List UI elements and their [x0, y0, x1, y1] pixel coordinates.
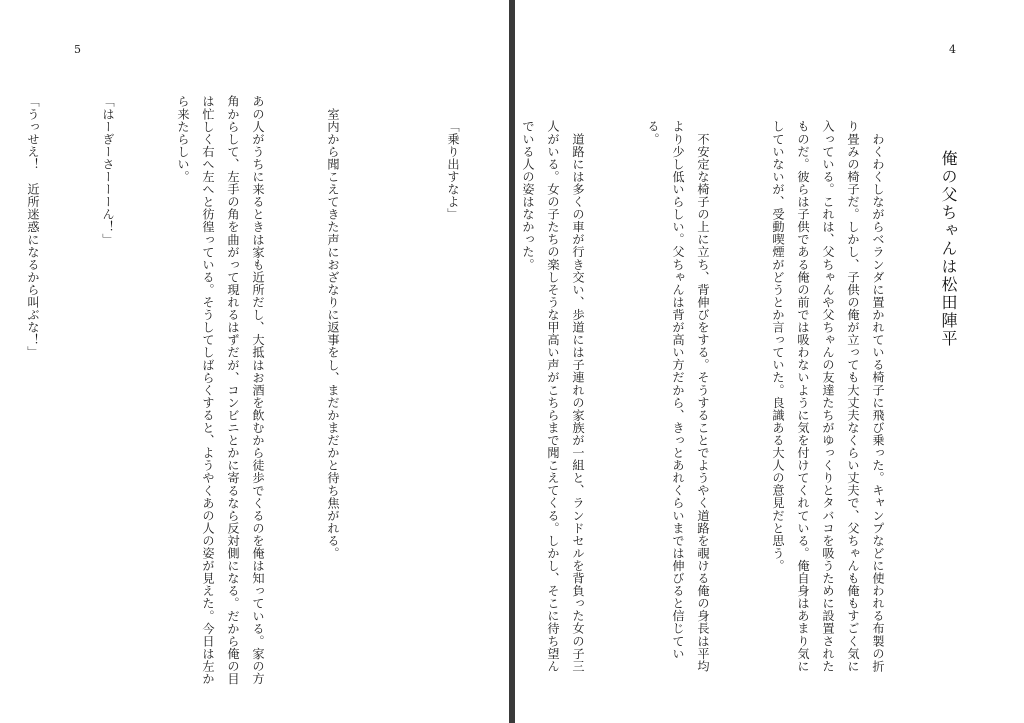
right-page	[446, 0, 1024, 723]
paragraph: 「はーぎーさーーーん！」	[101, 95, 115, 246]
paragraph: 「乗り出すなよ」	[446, 120, 460, 221]
paragraph: 道路には多くの車が行き交い、歩道には子連れの家族が一組と、ランドセルを背負った女の子三人がいる。女の子たちの楽しそうな甲高い声がこちらまで聞こえてくる。しかし、そこに待ち望んでいる人の姿はなかった。	[521, 120, 585, 673]
paragraph: あの人がうちに来るときは家も近所だし、大抵はお酒を飲むから徒歩でくるのを俺は知っている。家の方角からして、左手の角を曲がって現れるはずだが、コンビニとかに寄るなら反対側になる。だから俺の目は忙しく右へ左へと彷徨っている。そうしてしばらくすると、ようやくあの人の姿が見えた。今日は左から来たらしい。	[176, 95, 265, 685]
paragraph: 不安定な椅子の上に立ち、背伸びをする。そうすることでようやく道路を覗ける俺の身長は平均より少し低いらしい。父ちゃんは背が高い方だから、きっとあれくらいまでは伸びると信じている。	[646, 120, 710, 673]
paragraph: 「うっせえ！ 近所迷惑になるから叫ぶな！」	[26, 95, 40, 359]
paragraph: 室内から聞こえてきた声におざなりに返事をし、まだかまだかと待ち焦がれる。	[326, 95, 340, 560]
paragraph: わくわくしながらベランダに置かれている椅子に飛び乗った。キャンプなどに使われる布製の折り畳みの椅子だ。しかし、子供の俺が立っても大丈夫なくらい丈夫で、父ちゃんも俺もすごく気に入っている。これは、父ちゃんや父ちゃんの友達たちがゆっくりとタバコを吸うために設置されたものだ。彼らは子供である俺の前では吸わないように気を付けてくれている。俺自身はあまり気にしていないが、受動喫煙がどうとか言っていた。良識ある大人の意見だと思う。	[771, 120, 885, 673]
body-text	[390, 120, 940, 680]
page-number: 5	[74, 43, 81, 56]
chapter-title: 俺の父ちゃんは松田陣平	[939, 150, 958, 348]
body-text	[0, 95, 395, 695]
page-number: 4	[949, 43, 956, 56]
